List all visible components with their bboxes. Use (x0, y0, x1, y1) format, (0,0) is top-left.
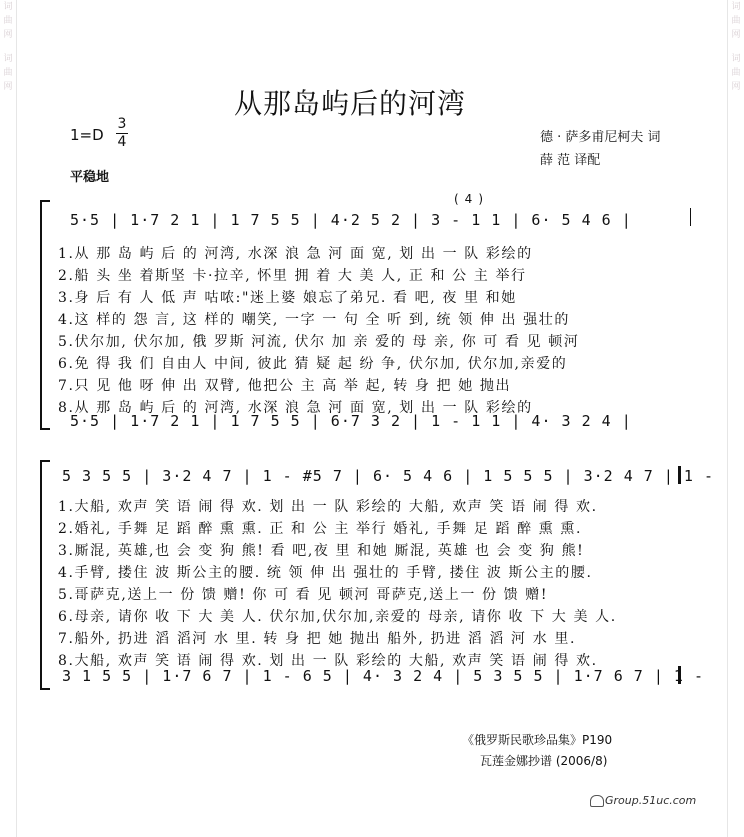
rehearsal-mark: (4) (454, 192, 489, 206)
watermark-char: 曲 (731, 16, 741, 26)
system1-lyric-verse-3: 3.身 后 有 人 低 声 咕哝:"迷上婆 娘忘了弟兄. 看 吧, 夜 里 和她 (58, 290, 517, 306)
watermark-char: 曲 (3, 68, 13, 78)
system2-melody-top: 5 3 5 5 | 3·2 4 7 | 1 - #5 7 | 6· 5 4 6 | 1 5 5 5 | 3·2 4 7 | 1 - (62, 467, 714, 485)
watermark-char: 词 (3, 54, 13, 64)
site-logo-icon (590, 795, 604, 807)
song-title: 从那岛屿后的河湾 (234, 87, 467, 120)
system2-melody-bottom: 3 1 5 5 | 1·7 6 7 | 1 - 6 5 | 4· 3 2 4 | 5 3 5 5 | 1·7 6 7 | 1 - (62, 667, 704, 685)
key-signature: 1=D (70, 126, 104, 144)
system1-lyric-verse-7: 7.只 见 他 呀 伸 出 双臂, 他把公 主 高 举 起, 转 身 把 她 抛出 (58, 378, 512, 394)
source-citation: 《俄罗斯民歌珍品集》P190 (462, 733, 613, 747)
watermark-char: 网 (731, 30, 741, 40)
time-signature (116, 117, 128, 150)
system2-lyric-verse-8: 8.大船, 欢声 笑 语 闹 得 欢. 划 出 一 队 彩绘的 大船, 欢声 笑 语 闹 得 欢. (58, 653, 598, 669)
watermark-char: 曲 (3, 16, 13, 26)
watermark-char: 词 (731, 54, 741, 64)
system2-lyric-verse-1: 1.大船, 欢声 笑 语 闹 得 欢. 划 出 一 队 彩绘的 大船, 欢声 笑 语 闹 得 欢. (58, 499, 598, 515)
watermark-char: 网 (3, 82, 13, 92)
system1-end-barline (690, 208, 691, 226)
watermark-char: 网 (3, 30, 13, 40)
system2-lyric-verse-4: 4.手臂, 搂住 波 斯公主的腰. 统 领 伸 出 强壮的 手臂, 搂住 波 斯公主的腰. (58, 565, 593, 581)
system1-melody-bottom: 5·5 | 1·7 2 1 | 1 7 5 5 | 6·7 3 2 | 1 - 1 1 | 4· 3 2 4 | (70, 412, 632, 430)
right-watermark-strip (727, 0, 744, 837)
system1-melody-top: 5·5 | 1·7 2 1 | 1 7 5 5 | 4·2 5 2 | 3 - 1 1 | 6· 5 4 6 | (70, 211, 632, 229)
transcriber-credit: 瓦莲金娜抄谱 (2006/8) (480, 754, 608, 768)
system2-lyric-verse-2: 2.婚礼, 手舞 足 蹈 醉 熏 熏. 正 和 公 主 举行 婚礼, 手舞 足 蹈 醉 熏 熏. (58, 521, 583, 537)
time-bottom: 4 (117, 134, 127, 150)
left-watermark-strip (0, 0, 17, 837)
system2-lyric-verse-6: 6.母亲, 请你 收 下 大 美 人. 伏尔加,伏尔加,亲爱的 母亲, 请你 收 下 大 美 人. (58, 609, 617, 625)
site-watermark: Group.51uc.com (605, 794, 697, 807)
system1-lyric-verse-4: 4.这 样的 怨 言, 这 样的 嘲笑, 一字 一 句 全 听 到, 统 领 伸 出 强壮的 (58, 312, 570, 328)
watermark-char: 曲 (731, 68, 741, 78)
system1-lyric-verse-1: 1.从 那 岛 屿 后 的 河湾, 水深 浪 急 河 面 宽, 划 出 一 队 彩绘的 (58, 246, 533, 262)
system1-lyric-verse-6: 6.免 得 我 们 自由人 中间, 彼此 猜 疑 起 纷 争, 伏尔加, 伏尔加,亲爱的 (58, 356, 568, 372)
system1-brace (40, 200, 50, 430)
system2-lyric-verse-3: 3.厮混, 英雄,也 会 变 狗 熊! 看 吧,夜 里 和她 厮混, 英雄 也 会 变 狗 熊! (58, 543, 585, 559)
lyricist-credit: 德 · 萨多甫尼柯夫 词 (540, 130, 661, 145)
system1-lyric-verse-2: 2.船 头 坐 着斯坚 卡·拉辛, 怀里 拥 着 大 美 人, 正 和 公 主 举行 (58, 268, 527, 284)
system2-brace (40, 460, 50, 690)
watermark-char: 词 (3, 2, 13, 12)
system2-lyric-verse-5: 5.哥萨克,送上一 份 馈 赠! 你 可 看 见 顿河 哥萨克,送上一 份 馈 赠! (58, 587, 549, 603)
time-top: 3 (117, 116, 127, 132)
system1-lyric-verse-8: 8.从 那 岛 屿 后 的 河湾, 水深 浪 急 河 面 宽, 划 出 一 队 彩绘的 (58, 400, 533, 416)
watermark-char: 词 (731, 2, 741, 12)
tempo-marking: 平稳地 (70, 170, 110, 185)
watermark-char: 网 (731, 82, 741, 92)
system2-lyric-verse-7: 7.船外, 扔进 滔 滔河 水 里. 转 身 把 她 抛出 船外, 扔进 滔 滔 河 水 里. (58, 631, 577, 647)
system1-lyric-verse-5: 5.伏尔加, 伏尔加, 俄 罗斯 河流, 伏尔 加 亲 爱的 母 亲, 你 可 看 见 顿河 (58, 334, 580, 350)
translator-credit: 薛 范 译配 (540, 153, 601, 168)
